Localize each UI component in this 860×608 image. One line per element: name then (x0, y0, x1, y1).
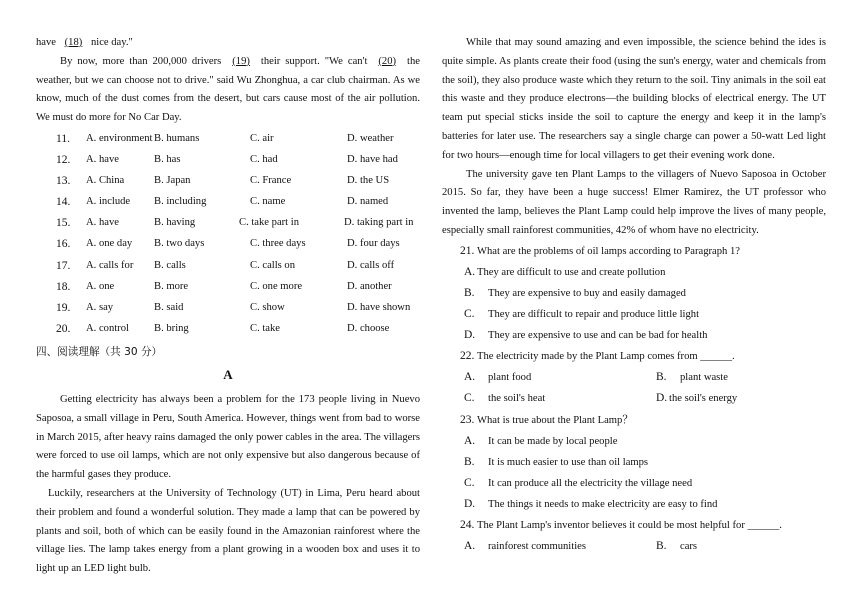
option-a: A. environment (86, 132, 153, 144)
question-text: What is true about the Plant Lamp？ (477, 414, 633, 426)
cloze-options (36, 130, 420, 341)
question-number: 21. (460, 244, 475, 257)
answer-option-pair (442, 536, 826, 557)
option-d: D. weather (347, 132, 394, 144)
answer-text: They are expensive to buy and easily damaged (488, 287, 686, 299)
option-a: A. include (86, 196, 131, 208)
option-c: C. had (250, 154, 278, 166)
option-d: D. have shown (347, 301, 411, 313)
question-number: 20. (56, 322, 71, 335)
option-c: C. name (250, 196, 286, 208)
text-fragment: By now, more than 200,000 drivers (60, 55, 222, 67)
answer-text: the soil's heat (488, 393, 546, 405)
question-21 (442, 241, 826, 262)
answer-option (442, 473, 826, 494)
cloze-line-18 (36, 34, 420, 53)
answer-text: plant food (488, 372, 532, 384)
answer-letter: D. (656, 392, 668, 405)
question-number: 15. (56, 217, 71, 230)
option-row-12 (36, 151, 420, 172)
answer-option (442, 325, 826, 346)
answer-letter: A. (464, 265, 476, 278)
question-24 (442, 515, 826, 536)
answer-text: It is much easier to use than oil lamps (488, 456, 649, 468)
option-row-19 (36, 299, 420, 320)
option-c: C. one more (250, 280, 303, 292)
option-row-17 (36, 257, 420, 278)
question-number: 19. (56, 301, 71, 314)
question-22 (442, 346, 826, 367)
option-c: C. show (250, 301, 285, 313)
question-number: 11. (56, 132, 70, 145)
answer-letter: D. (464, 329, 476, 342)
question-text: The electricity made by the Plant Lamp comes from ______. (477, 351, 735, 363)
answer-letter: D. (464, 497, 476, 510)
answer-text: rainforest communities (488, 541, 586, 553)
question-number: 24. (460, 518, 475, 531)
option-c: C. France (250, 175, 292, 187)
option-b: B. bring (154, 322, 189, 334)
section-title: 四、阅读理解（共 30 分） (36, 345, 163, 358)
option-a: A. control (86, 322, 129, 334)
option-c: C. calls on (250, 259, 296, 271)
option-d: D. another (347, 280, 392, 292)
passage-paragraph-2: Luckily, researchers at the University of Technology (UT) in Lima, Peru heard about their problem and found a wonderful solution. They made a lamp that can be powered by plants and soil, both of which can be easily found in the Amazonian rainforest where the village lies. The lamp takes energy from a plant growing in a wooden box and uses it to light up an LED light bulb. (36, 487, 420, 575)
option-b: B. has (154, 154, 181, 166)
answer-option (442, 262, 826, 283)
option-b: B. having (154, 217, 196, 229)
option-c: C. take (250, 322, 281, 334)
answer-option (442, 304, 826, 325)
option-b: B. calls (154, 259, 186, 271)
question-number: 12. (56, 154, 71, 167)
option-d: D. have had (347, 154, 398, 166)
answer-text: They are difficult to repair and produce little light (488, 309, 700, 321)
answer-option (442, 431, 826, 452)
question-number: 13. (56, 175, 71, 188)
question-number: 17. (56, 259, 71, 272)
blank-19: (19) (232, 55, 250, 67)
option-b: B. humans (154, 132, 200, 144)
question-text: What are the problems of oil lamps according to Paragraph 1? (477, 245, 740, 257)
answer-text: cars (680, 541, 698, 553)
answer-text: It can be made by local people (488, 435, 618, 447)
option-row-11 (36, 130, 420, 151)
option-b: B. two days (154, 238, 205, 250)
answer-option-pair (442, 388, 826, 409)
cloze-paragraph-drivers (36, 53, 420, 128)
answer-option (442, 452, 826, 473)
option-a: A. one day (86, 238, 133, 250)
answer-text: They are expensive to use and can be bad for health (488, 330, 708, 342)
text-fragment: nice day." (90, 37, 133, 48)
option-a: A. have (86, 217, 119, 229)
answer-letter: B. (464, 455, 475, 468)
option-c: C. take part in (239, 217, 300, 229)
answer-letter: B. (656, 540, 667, 553)
text-fragment: the weather, but we can choose not to drive." said Wu Zhonghua, a car club chairman. As we know, much of the dust comes from the desert, but cars cause most of the air pollution. We must do more for No Car Day. (36, 55, 420, 124)
text-fragment: have (36, 37, 56, 48)
option-a: A. have (86, 154, 119, 166)
question-23 (442, 410, 826, 431)
answer-letter: C. (464, 308, 475, 321)
question-number: 22. (460, 350, 475, 363)
answer-letter: C. (464, 476, 475, 489)
question-number: 23. (460, 413, 475, 426)
question-text: The Plant Lamp's inventor believes it could be most helpful for ______. (477, 519, 782, 531)
option-d: D. the US (347, 175, 390, 187)
option-a: A. say (86, 301, 114, 313)
option-row-15 (36, 214, 420, 235)
option-b: B. including (154, 196, 207, 208)
option-b: B. Japan (154, 175, 191, 187)
answer-option (442, 494, 826, 515)
option-row-18 (36, 278, 420, 299)
passage-paragraph-4: The university gave ten Plant Lamps to the villagers of Nuevo Saposoa in October 2015. So far, they have been a huge success! Elmer Ramirez, the UT professor who invented the lamp, believes the Plant Lamp could help improve the lives of many people, especially small rainforest communities, 42% of whom have no electricity. (442, 168, 826, 236)
passage-paragraph-1: Getting electricity has always been a problem for the 173 people living in Nuevo Saposoa, a small village in Peru, South America. However, things went from bad to worse in March 2015, after heavy rains damaged the only power cables in the area. The villagers were forced to use oil lamps, which are not only expensive but also dangerous because of the harmful gases they produce. (36, 393, 420, 481)
option-d: D. choose (347, 322, 390, 334)
option-b: B. more (154, 280, 189, 292)
blank-18: (18) (64, 37, 83, 48)
passage-paragraph-3: While that may sound amazing and even impossible, the science behind the ides is quite simple. As plants create their food (using the sun's energy, water and chemicals from the soil), they also produce waste which they return to the soil. Tiny animals in the soil eat this waste and they produce electrons—the building blocks of electrical energy. The UT team put special sticks inside the soil to capture the energy and keep it in the lamp's batteries for later use. The researchers say a single charge can power a 50-watt Led light for two hours—enough time for local villagers to get their evening work done. (442, 37, 826, 161)
blank-20: (20) (378, 55, 397, 67)
question-number: 14. (56, 196, 71, 209)
option-c: C. air (250, 132, 274, 144)
option-a: A. calls for (86, 259, 134, 271)
passage-title: A (223, 366, 233, 382)
option-row-20 (36, 320, 420, 341)
option-d: D. named (347, 196, 389, 208)
right-column (442, 34, 826, 557)
answer-letter: A. (464, 434, 476, 447)
option-d: D. taking part in (344, 217, 414, 229)
answer-letter: B. (656, 371, 667, 384)
answer-letter: C. (464, 392, 475, 405)
question-number: 18. (56, 280, 71, 293)
answer-text: plant waste (680, 372, 728, 384)
question-number: 16. (56, 238, 71, 251)
option-d: D. four days (347, 238, 400, 250)
answer-letter: B. (464, 286, 475, 299)
answer-option-pair (442, 367, 826, 388)
option-a: A. one (86, 280, 115, 292)
option-row-14 (36, 193, 420, 214)
option-b: B. said (154, 301, 184, 313)
option-c: C. three days (250, 238, 306, 250)
option-row-13 (36, 172, 420, 193)
answer-text: They are difficult to use and create pollution (477, 266, 666, 278)
text-fragment: their support. "We can't (260, 55, 368, 67)
answer-option (442, 283, 826, 304)
option-a: A. China (86, 175, 125, 187)
answer-text: The things it needs to make electricity are easy to find (488, 498, 718, 510)
answer-letter: A. (464, 371, 476, 384)
option-d: D. calls off (347, 259, 395, 271)
answer-letter: A. (464, 540, 476, 553)
left-column (36, 34, 420, 579)
option-row-16 (36, 235, 420, 256)
answer-text: the soil's energy (669, 393, 738, 405)
answer-text: It can produce all the electricity the village need (488, 477, 693, 489)
